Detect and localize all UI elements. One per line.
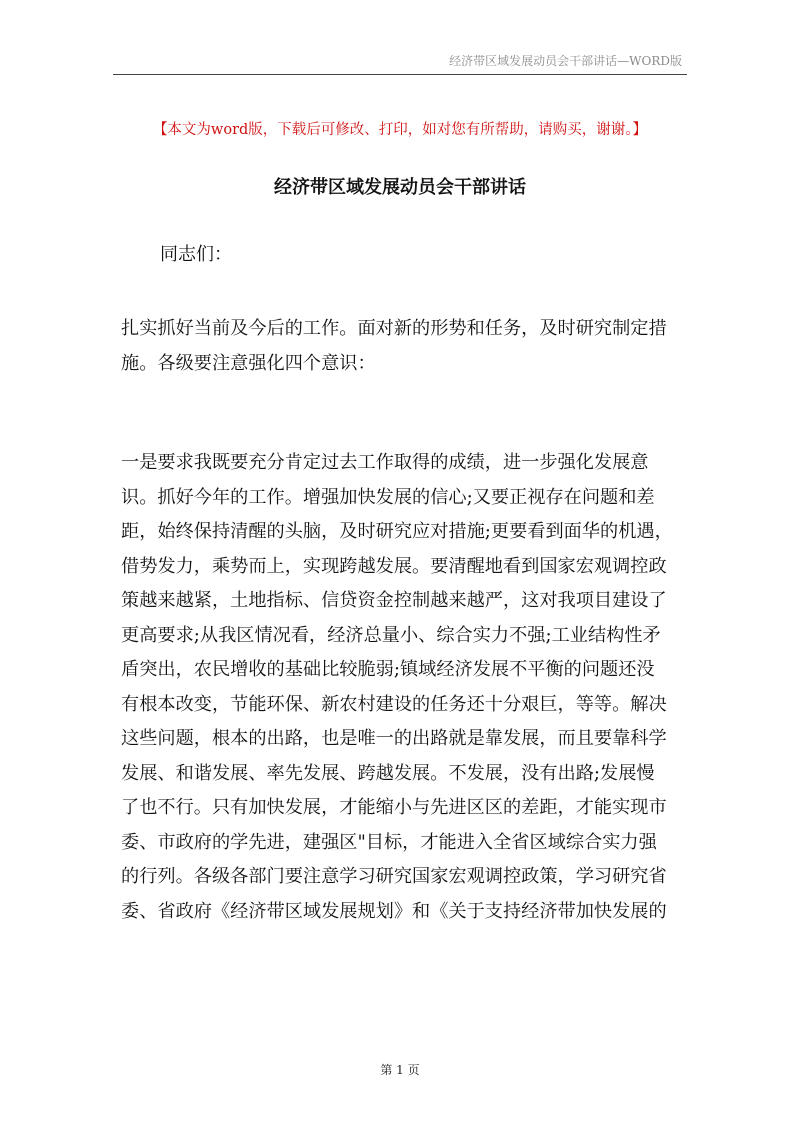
text-line: 识。抓好今年的工作。增强加快发展的信心;又要正视存在问题和差	[121, 486, 655, 508]
text-line: 盾突出，农民增收的基础比较脆弱;镇域经济发展不平衡的问题还没	[121, 659, 655, 680]
page-number: 第 1 页	[380, 1063, 420, 1077]
document-title: 经济带区域发展动员会干部讲话	[274, 177, 526, 198]
text-line: 一是要求我既要充分肯定过去工作取得的成绩，进一步强化发展意	[121, 452, 649, 473]
text-line: 更高要求;从我区情况看，经济总量小、综合实力不强;工业结构性矛	[121, 624, 661, 646]
text-line: 有根本改变，节能环保、新农村建设的任务还十分艰巨，等等。解决	[121, 693, 667, 715]
paragraph-1	[121, 312, 681, 381]
purchase-notice: 【本文为word版，下载后可修改、打印，如对您有所帮助，请购买，谢谢。】	[152, 122, 648, 138]
text-line: 这些问题，根本的出路，也是唯一的出路就是靠发展，而且要靠科学	[121, 728, 667, 749]
paragraph-2	[121, 446, 681, 929]
text-line: 了也不行。只有加快发展，才能缩小与先进区区的差距，才能实现市	[121, 797, 667, 818]
text-line: 策越来越紧，土地指标、信贷资金控制越来越严，这对我项目建设了	[121, 590, 667, 611]
running-header: 经济带区域发展动员会干部讲话—WORD版	[449, 54, 682, 68]
text-line: 的行列。各级各部门要注意学习研究国家宏观调控政策，学习研究省	[121, 866, 667, 887]
text-line: 施。各级要注意强化四个意识：	[121, 352, 376, 374]
header-divider	[113, 74, 687, 75]
text-line: 发展、和谐发展、率先发展、跨越发展。不发展，没有出路;发展慢	[121, 762, 655, 784]
text-line: 扎实抓好当前及今后的工作。面对新的形势和任务，及时研究制定措	[121, 318, 667, 339]
text-line: 委、市政府的学先进，建强区"目标，才能进入全省区域综合实力强	[121, 831, 657, 853]
text-line: 距，始终保持清醒的头脑，及时研究应对措施;更要看到面华的机遇，	[121, 521, 673, 542]
text-line: 委、省政府《经济带区域发展规划》和《关于支持经济带加快发展的	[121, 900, 667, 922]
text-line: 借势发力，乘势而上，实现跨越发展。要清醒地看到国家宏观调控政	[121, 555, 667, 577]
salutation: 同志们：	[160, 244, 232, 265]
